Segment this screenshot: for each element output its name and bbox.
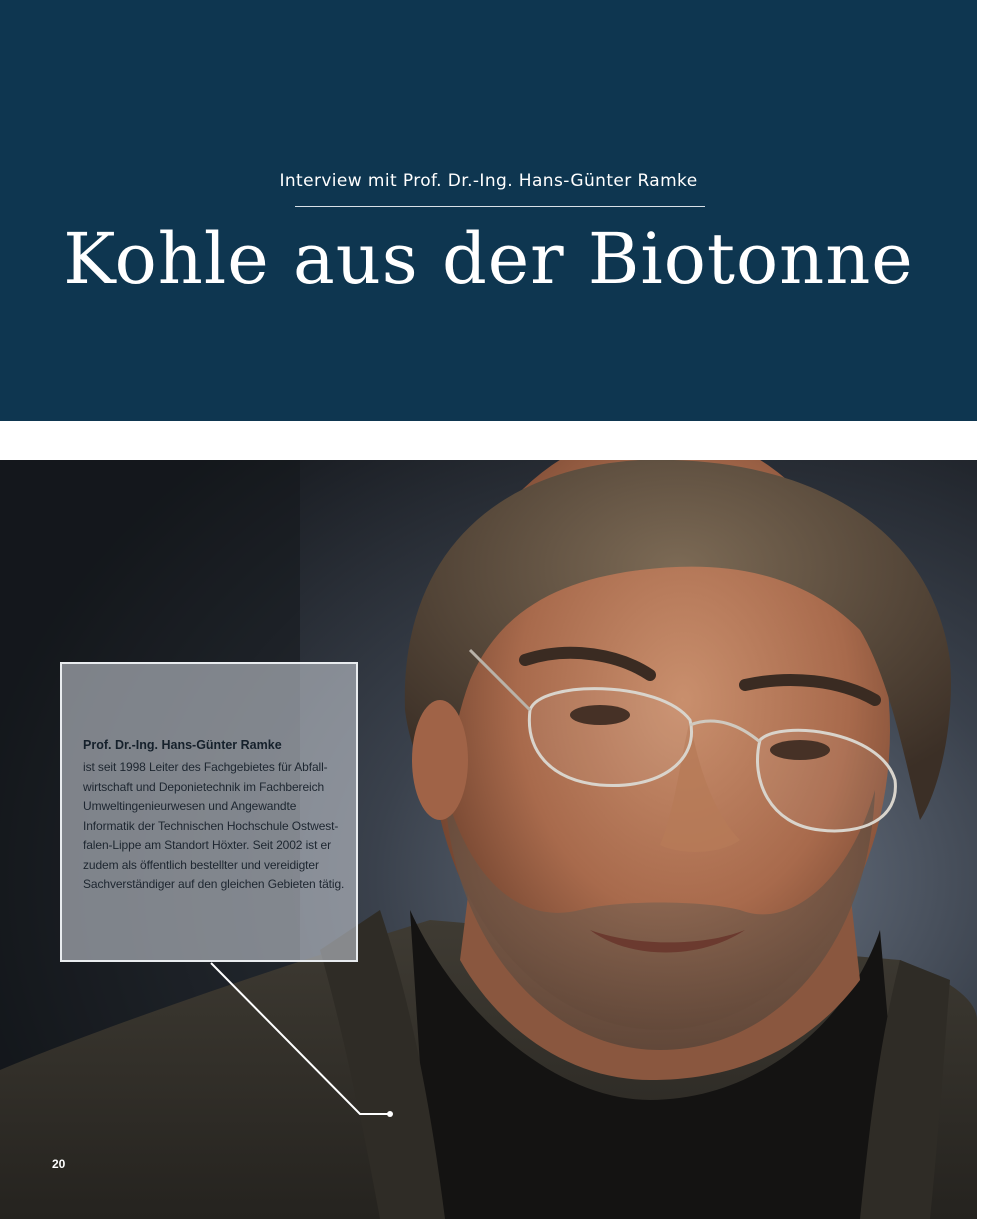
bio-line: wirtschaft und Deponietechnik im Fachbereich — [83, 779, 325, 794]
kicker-divider — [295, 206, 705, 207]
interview-kicker: Interview mit Prof. Dr.-Ing. Hans-Günter Ramke — [279, 171, 698, 191]
bio-line: Informatik der Technischen Hochschule Ostwest- — [83, 818, 339, 833]
page-title: Kohle aus der Biotonne — [63, 218, 914, 300]
bio-line: zudem als öffentlich bestellter und vereidigter — [83, 857, 319, 872]
callout-dot — [387, 1111, 393, 1117]
bio-line: ist seit 1998 Leiter des Fachgebietes für Abfall- — [83, 760, 328, 774]
bio-line: Umweltingenieurwesen und Angewandte — [83, 799, 297, 813]
bio-box — [60, 662, 358, 962]
bio-line: Sachverständiger auf den gleichen Gebieten tätig. — [83, 877, 345, 891]
bio-name: Prof. Dr.-Ing. Hans-Günter Ramke — [83, 738, 282, 752]
page-number: 20 — [52, 1157, 66, 1171]
bio-line: falen-Lippe am Standort Höxter. Seit 2002 ist er — [83, 838, 332, 852]
header-banner — [0, 0, 977, 421]
bio-text — [83, 758, 345, 895]
